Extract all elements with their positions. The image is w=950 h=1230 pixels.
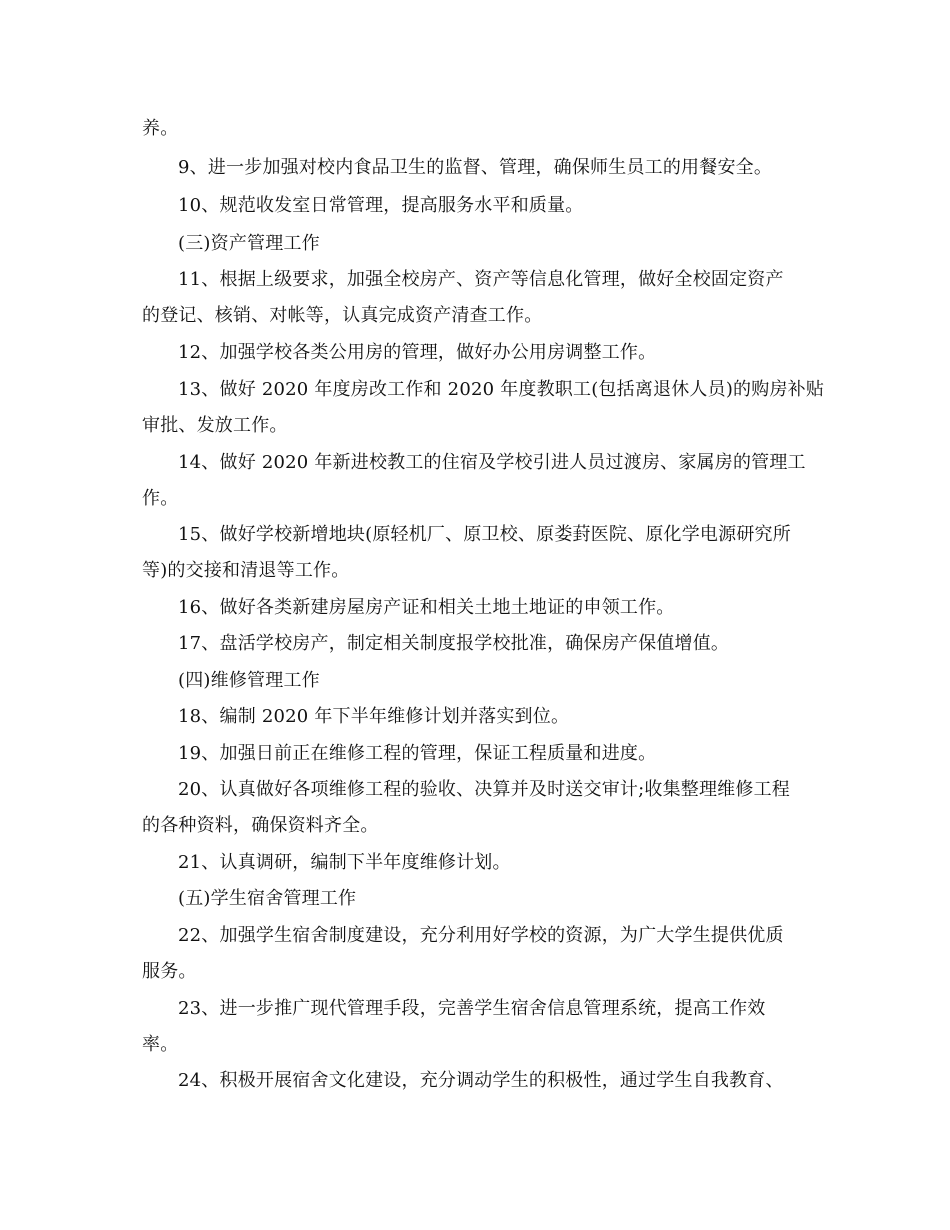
text-line: 11、根据上级要求，加强全校房产、资产等信息化管理，做好全校固定资产 — [178, 269, 784, 290]
text-line: 12、加强学校各类公用房的管理，做好办公用房调整工作。 — [178, 342, 657, 363]
text-line: 率。 — [142, 1034, 179, 1055]
text-line: 9、进一步加强对校内食品卫生的监督、管理，确保师生员工的用餐安全。 — [178, 157, 773, 178]
text-line: 21、认真调研，编制下半年度维修计划。 — [178, 852, 511, 873]
text-line: 22、加强学生宿舍制度建设，充分利用好学校的资源，为广大学生提供优质 — [178, 925, 784, 946]
text-line: 17、盘活学校房产，制定相关制度报学校批准，确保房产保值增值。 — [178, 633, 730, 654]
text-line: 23、进一步推广现代管理手段，完善学生宿舍信息管理系统，提高工作效 — [178, 998, 766, 1019]
text-line: 14、做好 2020 年新进校教工的住宿及学校引进人员过渡房、家属房的管理工 — [178, 452, 806, 473]
text-line: 15、做好学校新增地块(原轻机厂、原卫校、原娄葑医院、原化学电源研究所 — [178, 524, 791, 545]
text-line: 服务。 — [142, 961, 197, 982]
text-line: 16、做好各类新建房屋房产证和相关土地土地证的申领工作。 — [178, 597, 675, 618]
text-line: 审批、发放工作。 — [142, 415, 288, 436]
text-line: 等)的交接和清退等工作。 — [142, 560, 350, 581]
section-heading: (五)学生宿舍管理工作 — [178, 888, 357, 909]
text-line: 的各种资料，确保资料齐全。 — [142, 815, 379, 836]
text-line: 20、认真做好各项维修工程的验收、决算并及时送交审计;收集整理维修工程 — [178, 779, 790, 800]
text-line: 养。 — [142, 118, 179, 139]
section-heading: (四)维修管理工作 — [178, 670, 320, 691]
text-line: 13、做好 2020 年度房改工作和 2020 年度教职工(包括离退休人员)的购房补贴 — [178, 379, 825, 400]
text-line: 18、编制 2020 年下半年维修计划并落实到位。 — [178, 706, 570, 727]
text-line: 19、加强日前正在维修工程的管理，保证工程质量和进度。 — [178, 743, 657, 764]
section-heading: (三)资产管理工作 — [178, 233, 320, 254]
text-line: 24、积极开展宿舍文化建设，充分调动学生的积极性，通过学生自我教育、 — [178, 1070, 784, 1091]
text-line: 10、规范收发室日常管理，提高服务水平和质量。 — [178, 195, 584, 216]
text-line: 的登记、核销、对帐等，认真完成资产清查工作。 — [142, 305, 543, 326]
text-line: 作。 — [142, 488, 179, 509]
